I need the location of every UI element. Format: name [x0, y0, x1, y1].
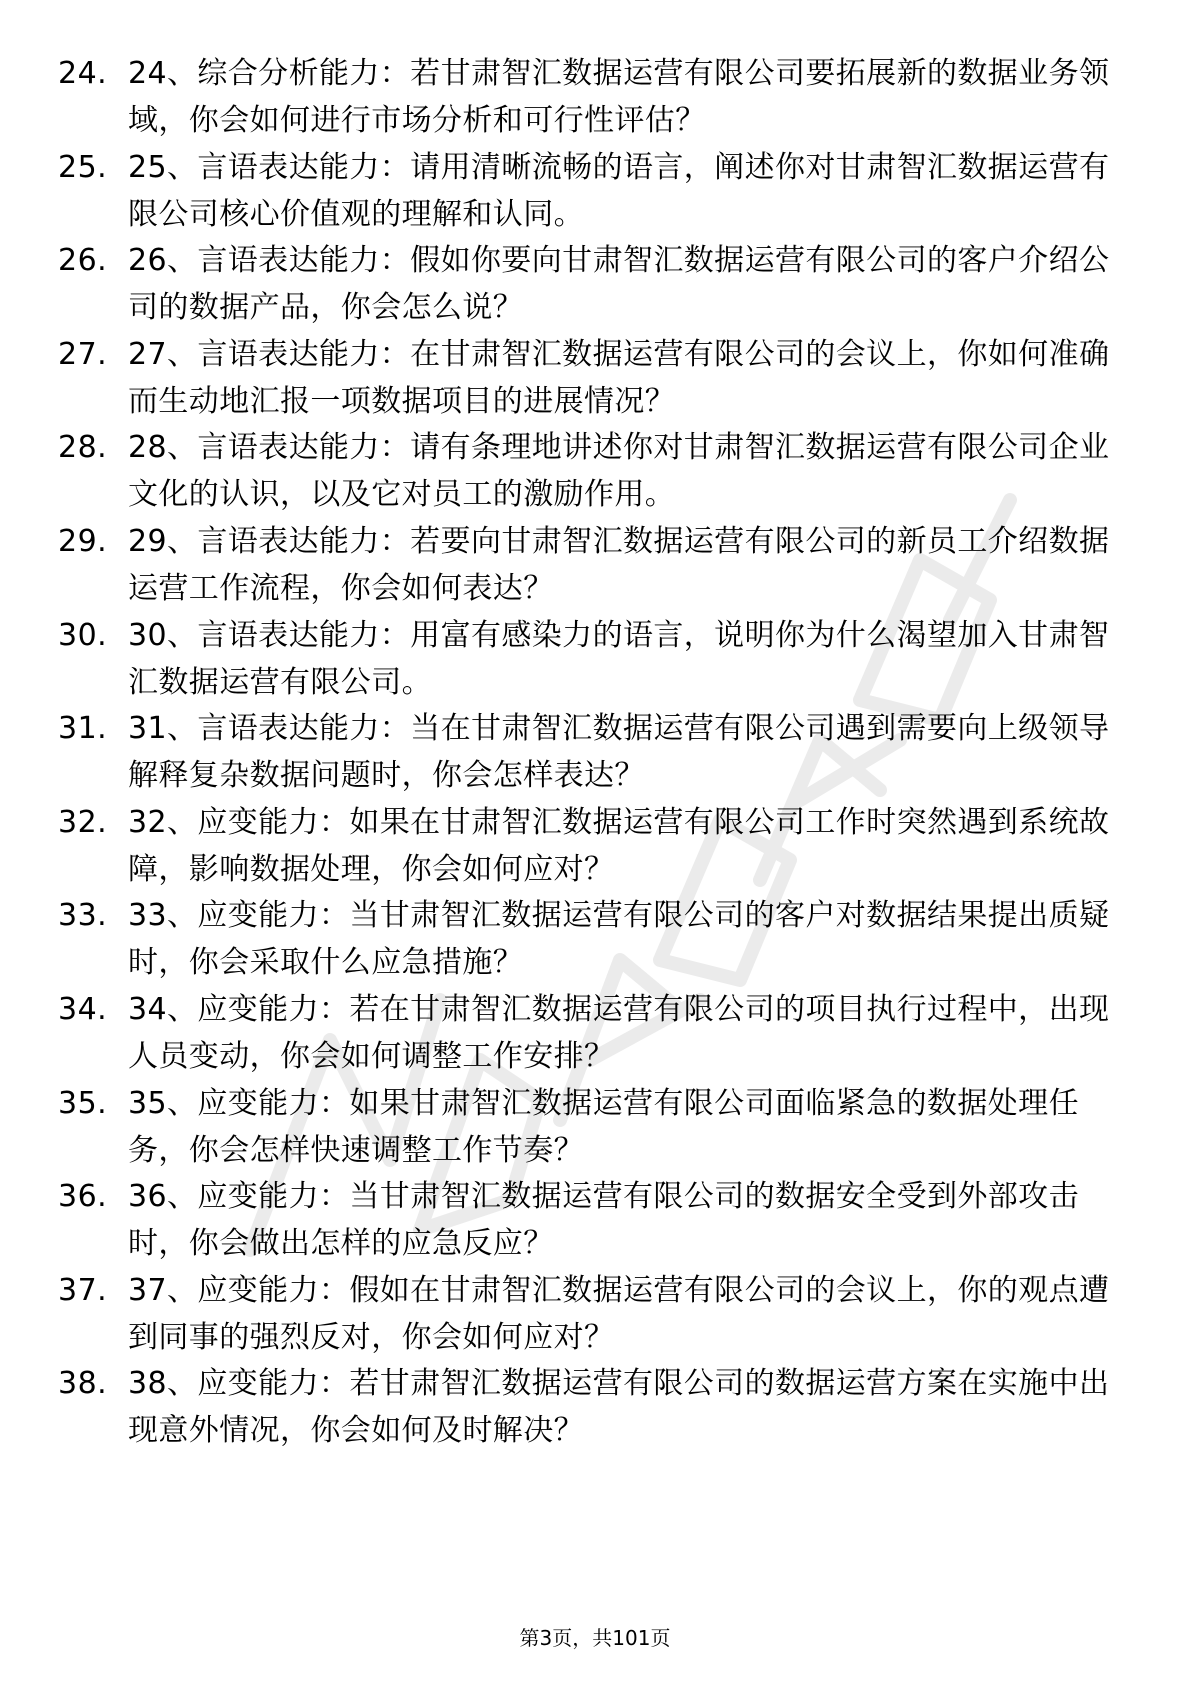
question-list [58, 50, 1138, 1454]
question-text: 35、应变能力：如果甘肃智汇数据运营有限公司面临紧急的数据处理任务，你会怎样快速调整工作节奏？ [128, 1085, 1079, 1168]
question-text: 26、言语表达能力：假如你要向甘肃智汇数据运营有限公司的客户介绍公司的数据产品，你会怎么说？ [128, 243, 1110, 326]
list-item [58, 1173, 1138, 1265]
question-text: 28、言语表达能力：请有条理地讲述你对甘肃智汇数据运营有限公司企业文化的认识，以及它对员工的激励作用。 [128, 430, 1110, 513]
question-number: 24. [58, 56, 108, 91]
question-text: 37、应变能力：假如在甘肃智汇数据运营有限公司的会议上，你的观点遭到同事的强烈反对，你会如何应对？ [128, 1272, 1110, 1355]
list-item [58, 237, 1138, 329]
page-number-label: 第3页，共101页 [519, 1626, 671, 1650]
question-number: 26. [58, 243, 108, 279]
list-item [58, 518, 1138, 610]
question-number: 36. [58, 1179, 108, 1215]
list-item [58, 424, 1138, 516]
list-item [58, 331, 1138, 423]
list-item [58, 1360, 1138, 1452]
list-item [58, 1080, 1138, 1172]
list-item [58, 705, 1138, 797]
question-number: 34. [58, 991, 108, 1027]
question-number: 27. [58, 336, 108, 372]
question-number: 30. [58, 617, 108, 653]
list-item [58, 1267, 1138, 1359]
list-item [58, 892, 1138, 984]
question-number: 31. [58, 711, 108, 747]
question-number: 35. [58, 1085, 108, 1121]
list-item [58, 50, 1138, 142]
list-item [58, 799, 1138, 891]
list-item [58, 986, 1138, 1078]
page-footer [0, 1626, 1190, 1650]
question-number: 25. [58, 149, 108, 185]
question-text: 32、应变能力：如果在甘肃智汇数据运营有限公司工作时突然遇到系统故障，影响数据处理，你会如何应对？ [128, 804, 1110, 887]
question-number: 28. [58, 430, 108, 466]
question-number: 29. [58, 523, 108, 559]
question-text: 34、应变能力：若在甘肃智汇数据运营有限公司的项目执行过程中，出现人员变动，你会如何调整工作安排？ [128, 991, 1110, 1074]
question-text: 24、综合分析能力：若甘肃智汇数据运营有限公司要拓展新的数据业务领域，你会如何进行市场分析和可行性评估？ [128, 56, 1110, 138]
question-text: 29、言语表达能力：若要向甘肃智汇数据运营有限公司的新员工介绍数据运营工作流程，你会如何表达？ [128, 523, 1110, 606]
question-text: 25、言语表达能力：请用清晰流畅的语言，阐述你对甘肃智汇数据运营有限公司核心价值观的理解和认同。 [128, 149, 1110, 232]
question-number: 38. [58, 1366, 108, 1402]
question-text: 31、言语表达能力：当在甘肃智汇数据运营有限公司遇到需要向上级领导解释复杂数据问题时，你会怎样表达？ [128, 711, 1110, 794]
question-text: 36、应变能力：当甘肃智汇数据运营有限公司的数据安全受到外部攻击时，你会做出怎样的应急反应？ [128, 1179, 1079, 1262]
list-item [58, 144, 1138, 236]
question-number: 33. [58, 898, 108, 934]
question-text: 38、应变能力：若甘肃智汇数据运营有限公司的数据运营方案在实施中出现意外情况，你会如何及时解决？ [128, 1366, 1110, 1449]
question-number: 37. [58, 1272, 108, 1308]
question-text: 33、应变能力：当甘肃智汇数据运营有限公司的客户对数据结果提出质疑时，你会采取什么应急措施？ [128, 898, 1110, 981]
question-text: 27、言语表达能力：在甘肃智汇数据运营有限公司的会议上，你如何准确而生动地汇报一项数据项目的进展情况？ [128, 336, 1110, 419]
list-item [58, 612, 1138, 704]
question-text: 30、言语表达能力：用富有感染力的语言，说明你为什么渴望加入甘肃智汇数据运营有限公司。 [128, 617, 1110, 700]
question-number: 32. [58, 804, 108, 840]
